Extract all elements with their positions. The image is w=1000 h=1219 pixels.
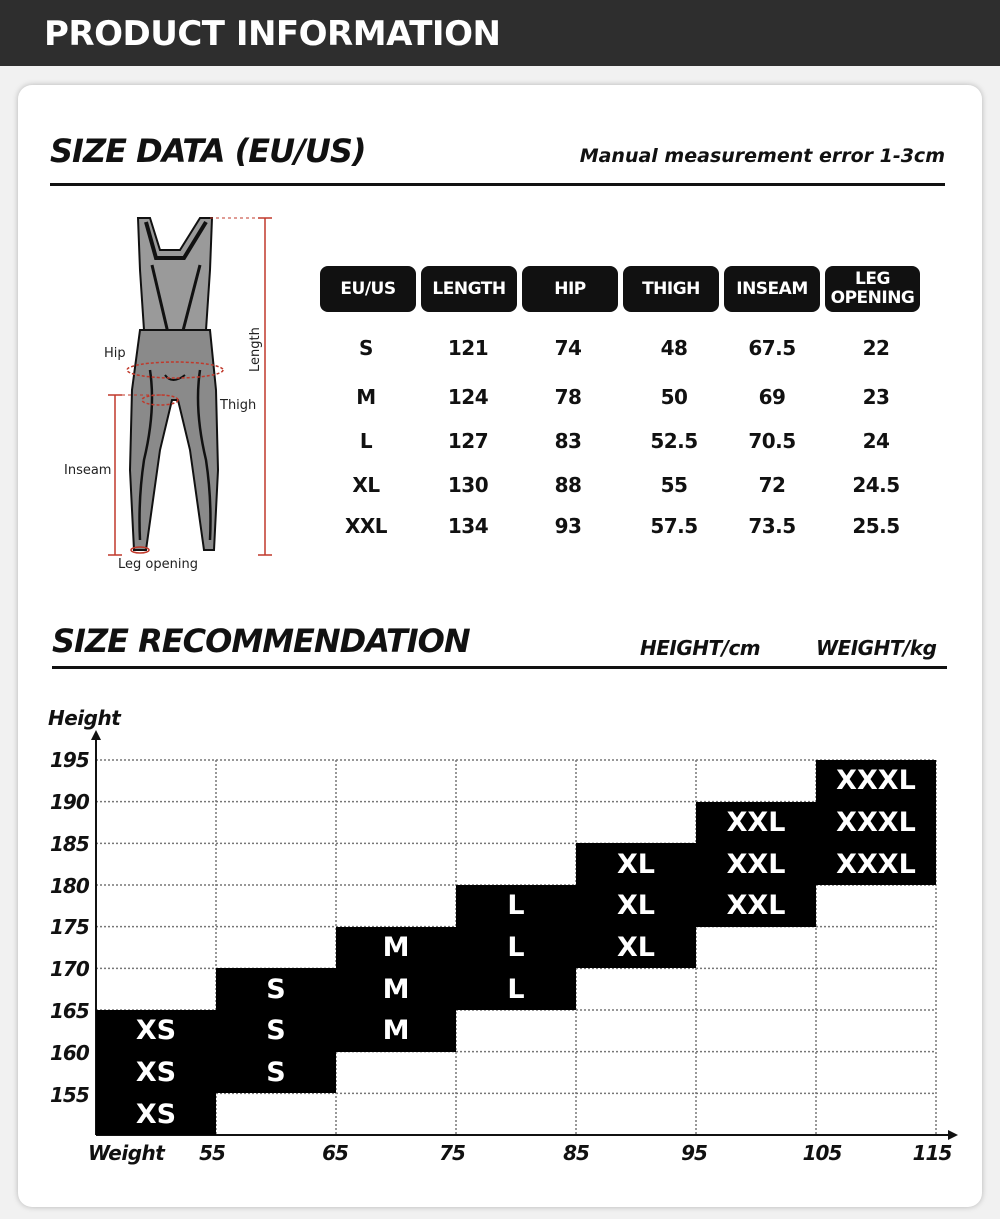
table-cell: 88 — [554, 473, 582, 497]
table-cell: 22 — [862, 336, 890, 360]
table-cell: 57.5 — [650, 514, 698, 538]
x-axis-arrow — [948, 1130, 958, 1140]
size-cell: XS — [96, 1093, 216, 1135]
y-tick: 190 — [50, 790, 89, 814]
x-tick: 75 — [439, 1141, 465, 1165]
table-cell: 50 — [660, 385, 688, 409]
size-cell: S — [216, 1010, 336, 1052]
y-tick: 195 — [50, 748, 89, 772]
size-cell: XL — [576, 843, 696, 885]
size-cell: L — [456, 885, 576, 927]
size-cell: XL — [576, 885, 696, 927]
col-header-length: LENGTH — [421, 266, 517, 312]
size-cell: XXXL — [816, 843, 936, 885]
x-tick: 115 — [912, 1141, 952, 1165]
y-axis-label: Height — [48, 706, 121, 730]
size-cell: S — [216, 968, 336, 1010]
col-header-thigh: THIGH — [623, 266, 719, 312]
size-data-title: SIZE DATA (EU/US) — [50, 132, 366, 170]
inseam-label: Inseam — [64, 463, 112, 478]
y-tick: 160 — [50, 1041, 89, 1065]
hip-label: Hip — [104, 346, 126, 361]
size-cell: XXXL — [816, 760, 936, 802]
table-cell: 134 — [447, 514, 489, 538]
table-cell: 25.5 — [852, 514, 900, 538]
col-header-leg-opening: LEG OPENING — [825, 266, 920, 312]
thigh-label: Thigh — [220, 398, 257, 413]
table-cell: 127 — [447, 429, 489, 453]
table-cell: 73.5 — [748, 514, 796, 538]
size-cell: S — [216, 1052, 336, 1094]
table-cell: L — [359, 429, 373, 453]
table-cell: 52.5 — [650, 429, 698, 453]
size-cell: M — [336, 968, 456, 1010]
table-cell: 55 — [660, 473, 688, 497]
y-tick: 170 — [50, 957, 89, 981]
size-cell: XS — [96, 1010, 216, 1052]
table-cell: XL — [352, 473, 380, 497]
table-cell: M — [356, 385, 376, 409]
height-unit-label: HEIGHT/cm — [640, 636, 761, 660]
leg-opening-label: Leg opening — [118, 557, 198, 572]
x-tick: 85 — [563, 1141, 589, 1165]
size-cell: L — [456, 968, 576, 1010]
x-tick: 95 — [681, 1141, 707, 1165]
size-cell: XXL — [696, 843, 816, 885]
table-cell: 83 — [554, 429, 582, 453]
table-cell: 74 — [554, 336, 582, 360]
table-cell: 67.5 — [748, 336, 796, 360]
y-tick: 185 — [50, 832, 89, 856]
size-recommendation-title: SIZE RECOMMENDATION — [52, 622, 470, 660]
table-cell: XXL — [344, 514, 388, 538]
size-cell: XXL — [696, 885, 816, 927]
table-cell: 121 — [447, 336, 489, 360]
y-tick: 155 — [50, 1083, 89, 1107]
table-cell: 24 — [862, 429, 890, 453]
x-axis-label: Weight — [88, 1141, 165, 1165]
table-cell: 48 — [660, 336, 688, 360]
table-cell: 130 — [447, 473, 489, 497]
table-cell: 72 — [758, 473, 786, 497]
table-cell: 124 — [447, 385, 489, 409]
length-label: Length — [248, 327, 263, 372]
size-cell: XXL — [696, 802, 816, 844]
size-cell: L — [456, 927, 576, 969]
y-tick: 175 — [50, 915, 89, 939]
measurement-note: Manual measurement error 1-3cm — [579, 145, 945, 167]
y-tick: 180 — [50, 874, 89, 898]
weight-unit-label: WEIGHT/kg — [816, 636, 937, 660]
size-cell: M — [336, 927, 456, 969]
x-tick: 65 — [322, 1141, 348, 1165]
col-header-hip: HIP — [522, 266, 618, 312]
page-title: PRODUCT INFORMATION — [44, 14, 501, 54]
y-axis-arrow — [91, 730, 101, 740]
y-tick: 165 — [50, 999, 89, 1023]
col-header-inseam: INSEAM — [724, 266, 820, 312]
table-cell: 93 — [554, 514, 582, 538]
table-cell: 70.5 — [748, 429, 796, 453]
table-cell: 23 — [862, 385, 890, 409]
size-cell: M — [336, 1010, 456, 1052]
table-cell: S — [359, 336, 373, 360]
size-cell: XL — [576, 927, 696, 969]
table-cell: 24.5 — [852, 473, 900, 497]
x-tick: 55 — [199, 1141, 225, 1165]
size-cell: XXXL — [816, 802, 936, 844]
table-cell: 78 — [554, 385, 582, 409]
x-tick: 105 — [802, 1141, 842, 1165]
col-header-euus: EU/US — [320, 266, 416, 312]
size-cell: XS — [96, 1052, 216, 1094]
table-cell: 69 — [758, 385, 786, 409]
